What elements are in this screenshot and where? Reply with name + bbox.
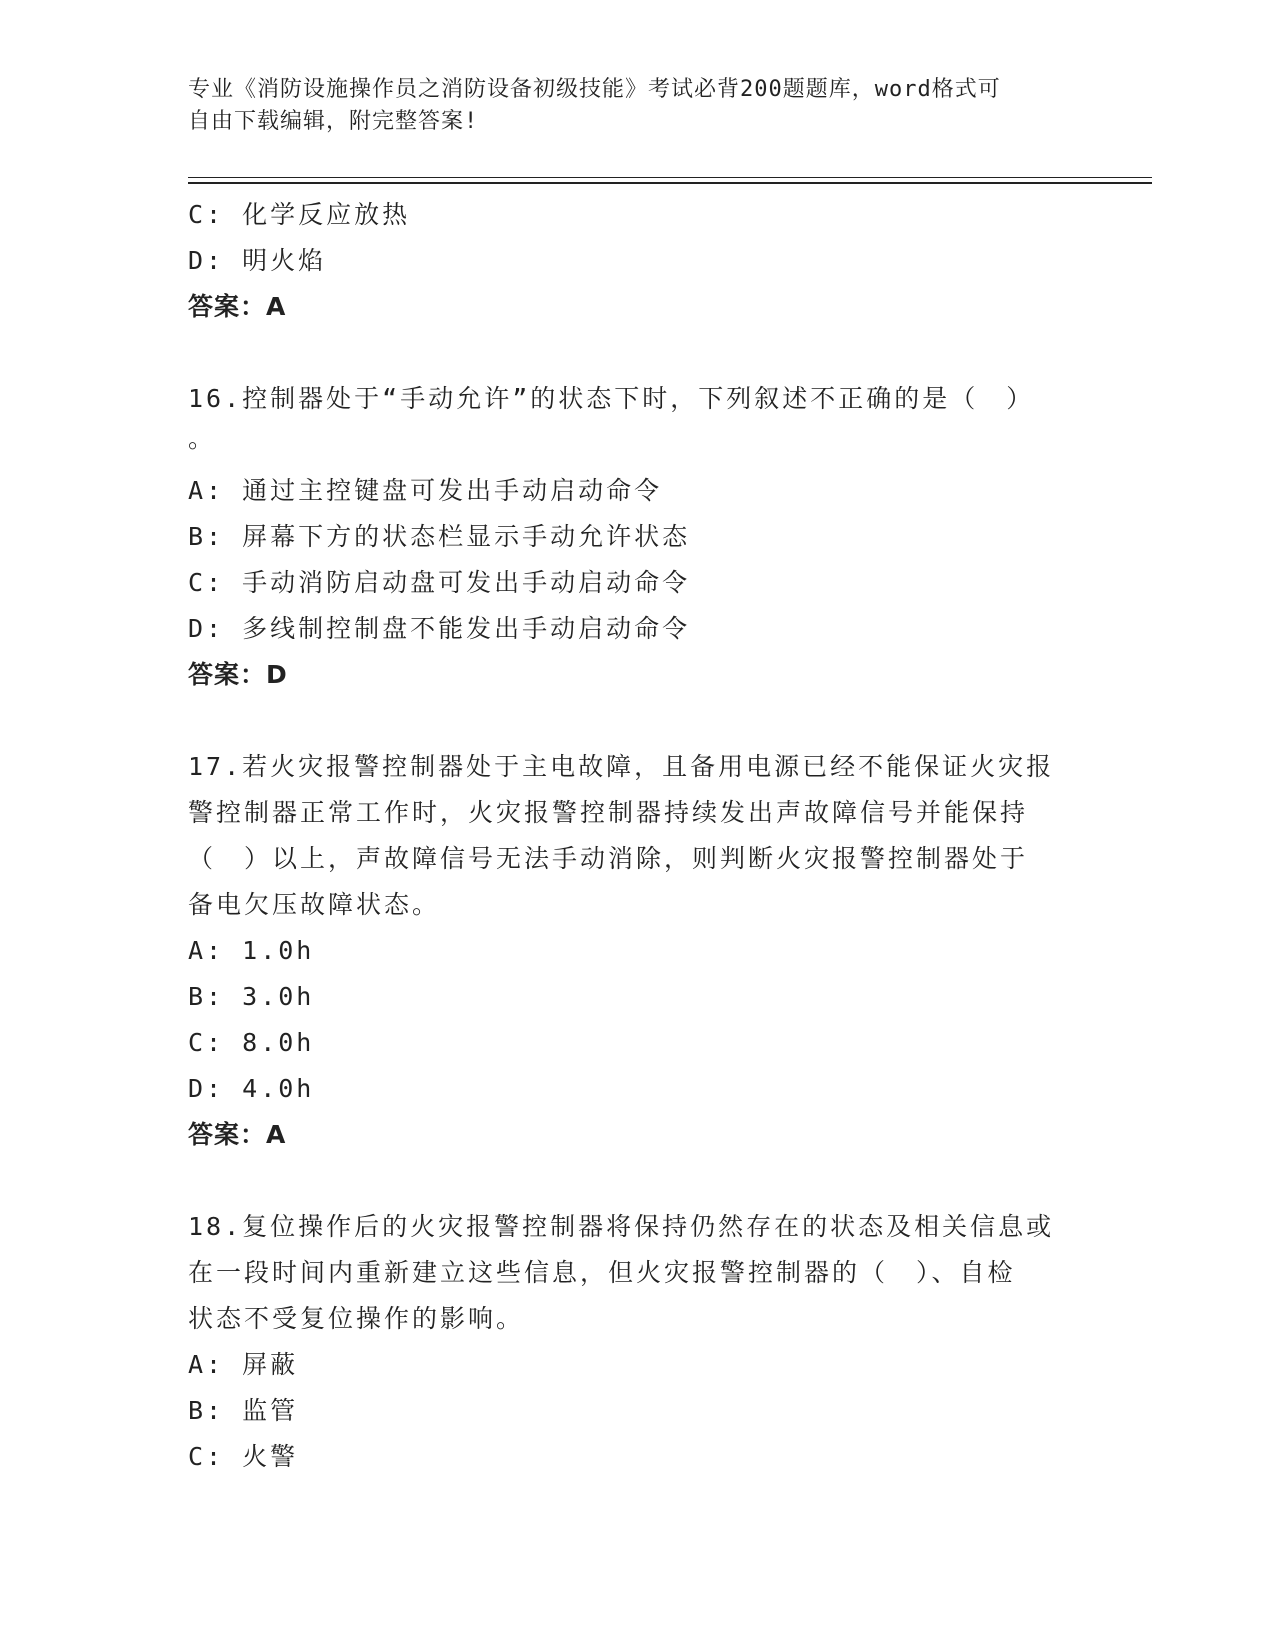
question-16 — [188, 376, 1088, 698]
question-18 — [188, 1204, 1088, 1480]
option-d: D: 多线制控制盘不能发出手动启动命令 — [188, 614, 691, 643]
question-stem-line: 。 — [188, 424, 217, 453]
answer-line: 答案：D — [188, 660, 288, 689]
question-15-tail — [188, 192, 1088, 330]
question-content — [188, 192, 1088, 1480]
option-a: A: 1.0h — [188, 936, 315, 965]
option-c: C: 手动消防启动盘可发出手动启动命令 — [188, 568, 691, 597]
spacer — [188, 1158, 1088, 1204]
option-c: C: 化学反应放热 — [188, 200, 411, 229]
question-stem-line: （ ）以上，声故障信号无法手动消除，则判断火灾报警控制器处于 — [188, 844, 1029, 873]
answer-line: 答案：A — [188, 1120, 287, 1149]
option-a: A: 屏蔽 — [188, 1350, 299, 1379]
page-header — [188, 74, 1068, 138]
option-b: B: 3.0h — [188, 982, 315, 1011]
question-stem-line: 在一段时间内重新建立这些信息，但火灾报警控制器的（ ）、自检 — [188, 1258, 1016, 1287]
option-b: B: 屏幕下方的状态栏显示手动允许状态 — [188, 522, 691, 551]
option-d: D: 明火焰 — [188, 246, 327, 275]
question-stem-line: 警控制器正常工作时，火灾报警控制器持续发出声故障信号并能保持 — [188, 798, 1029, 827]
question-stem-line: 18.复位操作后的火灾报警控制器将保持仍然存在的状态及相关信息或 — [188, 1212, 1055, 1241]
header-rule-thick — [188, 182, 1152, 184]
header-rule-thin — [188, 177, 1152, 178]
option-a: A: 通过主控键盘可发出手动启动命令 — [188, 476, 663, 505]
option-d: D: 4.0h — [188, 1074, 315, 1103]
answer-line: 答案：A — [188, 292, 287, 321]
question-stem-line: 备电欠压故障状态。 — [188, 890, 441, 919]
question-17 — [188, 744, 1088, 1158]
option-b: B: 监管 — [188, 1396, 299, 1425]
spacer — [188, 330, 1088, 376]
question-stem-line: 16.控制器处于“手动允许”的状态下时，下列叙述不正确的是（ ） — [188, 384, 1035, 413]
option-c: C: 火警 — [188, 1442, 299, 1471]
header-line-1: 专业《消防设施操作员之消防设备初级技能》考试必背200题题库，word格式可 — [188, 77, 1001, 102]
spacer — [188, 698, 1088, 744]
question-stem-line: 状态不受复位操作的影响。 — [188, 1304, 525, 1333]
question-stem-line: 17.若火灾报警控制器处于主电故障，且备用电源已经不能保证火灾报 — [188, 752, 1055, 781]
option-c: C: 8.0h — [188, 1028, 315, 1057]
header-line-2: 自由下载编辑，附完整答案! — [188, 109, 479, 134]
